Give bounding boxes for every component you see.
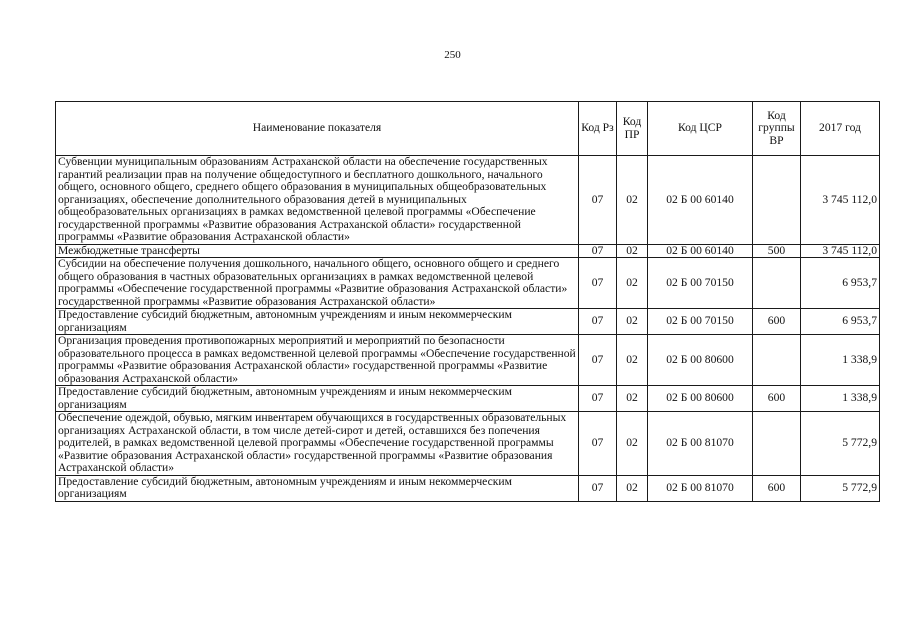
row-name: Обеспечение одеждой, обувью, мягким инвентарем обучающихся в государственных образовательных организациях Астраханской области, в том числе детей-сирот и детей, оставшихся без попечения родителей, в рамках ведомственной целевой программы «Обеспечение государственной программы «Развитие образования Астраханской области» государственной программы «Развитие образования Астраханской области» [56, 412, 579, 476]
row-vr [753, 412, 801, 476]
row-amount: 5 772,9 [801, 412, 880, 476]
row-pr: 02 [617, 475, 648, 501]
row-amount: 3 745 112,0 [801, 244, 880, 258]
table-header-row [56, 102, 880, 156]
row-rz: 07 [579, 309, 617, 335]
row-csr: 02 Б 00 60140 [648, 156, 753, 245]
row-amount: 1 338,9 [801, 335, 880, 386]
row-pr: 02 [617, 386, 648, 412]
row-vr: 600 [753, 309, 801, 335]
row-name: Субвенции муниципальным образованиям Астраханской области на обеспечение государственных гарантий реализации прав на получение общедоступного и бесплатного дошкольного, начального общего, основного общего, среднего общего образования в муниципальных общеобразовательных организациях, обеспечение дополнительного образования детей в муниципальных общеобразовательных организациях в рамках ведомственной целевой программы «Обеспечение государственной программы «Развитие образования Астраханской области» государственной программы «Развитие образования Астраханской области» [56, 156, 579, 245]
row-vr: 600 [753, 475, 801, 501]
header-name: Наименование показателя [56, 102, 579, 156]
row-csr: 02 Б 00 70150 [648, 309, 753, 335]
row-amount: 1 338,9 [801, 386, 880, 412]
row-pr: 02 [617, 244, 648, 258]
row-csr: 02 Б 00 81070 [648, 412, 753, 476]
row-vr [753, 156, 801, 245]
budget-table [55, 101, 880, 502]
row-name: Субсидии на обеспечение получения дошкольного, начального общего, основного общего и среднего общего образования в частных образовательных организациях в рамках ведомственной целевой программы «Обеспечение государственной программы «Развитие образования Астраханской области» государственной программы «Развитие образования Астраханской области» [56, 258, 579, 309]
header-pr: Код ПР [617, 102, 648, 156]
row-amount: 6 953,7 [801, 309, 880, 335]
row-pr: 02 [617, 309, 648, 335]
row-vr [753, 335, 801, 386]
row-rz: 07 [579, 156, 617, 245]
header-year: 2017 год [801, 102, 880, 156]
row-vr [753, 258, 801, 309]
row-amount: 3 745 112,0 [801, 156, 880, 245]
row-vr: 600 [753, 386, 801, 412]
row-vr: 500 [753, 244, 801, 258]
row-amount: 6 953,7 [801, 258, 880, 309]
row-csr: 02 Б 00 80600 [648, 335, 753, 386]
row-rz: 07 [579, 335, 617, 386]
header-vr: Код группы ВР [753, 102, 801, 156]
table-row [56, 386, 880, 412]
row-amount: 5 772,9 [801, 475, 880, 501]
row-rz: 07 [579, 244, 617, 258]
row-name: Организация проведения противопожарных мероприятий и мероприятий по безопасности образовательного процесса в рамках ведомственной целевой программы «Обеспечение государственной программы «Развитие образования Астраханской области» государственной программы «Развитие образования Астраханской области» [56, 335, 579, 386]
row-csr: 02 Б 00 60140 [648, 244, 753, 258]
table-row [56, 244, 880, 258]
table-row [56, 412, 880, 476]
row-pr: 02 [617, 258, 648, 309]
row-rz: 07 [579, 475, 617, 501]
header-rz: Код Рз [579, 102, 617, 156]
row-pr: 02 [617, 156, 648, 245]
row-name: Предоставление субсидий бюджетным, автономным учреждениям и иным некоммерческим организациям [56, 309, 579, 335]
row-pr: 02 [617, 412, 648, 476]
row-rz: 07 [579, 412, 617, 476]
row-name: Предоставление субсидий бюджетным, автономным учреждениям и иным некоммерческим организациям [56, 386, 579, 412]
row-csr: 02 Б 00 81070 [648, 475, 753, 501]
row-pr: 02 [617, 335, 648, 386]
page-number: 250 [444, 49, 461, 61]
table-row [56, 475, 880, 501]
header-csr: Код ЦСР [648, 102, 753, 156]
row-csr: 02 Б 00 80600 [648, 386, 753, 412]
row-name: Межбюджетные трансферты [56, 244, 579, 258]
row-name: Предоставление субсидий бюджетным, автономным учреждениям и иным некоммерческим организациям [56, 475, 579, 501]
table-row [56, 258, 880, 309]
table-row [56, 309, 880, 335]
table-row [56, 335, 880, 386]
table-row [56, 156, 880, 245]
row-rz: 07 [579, 386, 617, 412]
row-rz: 07 [579, 258, 617, 309]
row-csr: 02 Б 00 70150 [648, 258, 753, 309]
